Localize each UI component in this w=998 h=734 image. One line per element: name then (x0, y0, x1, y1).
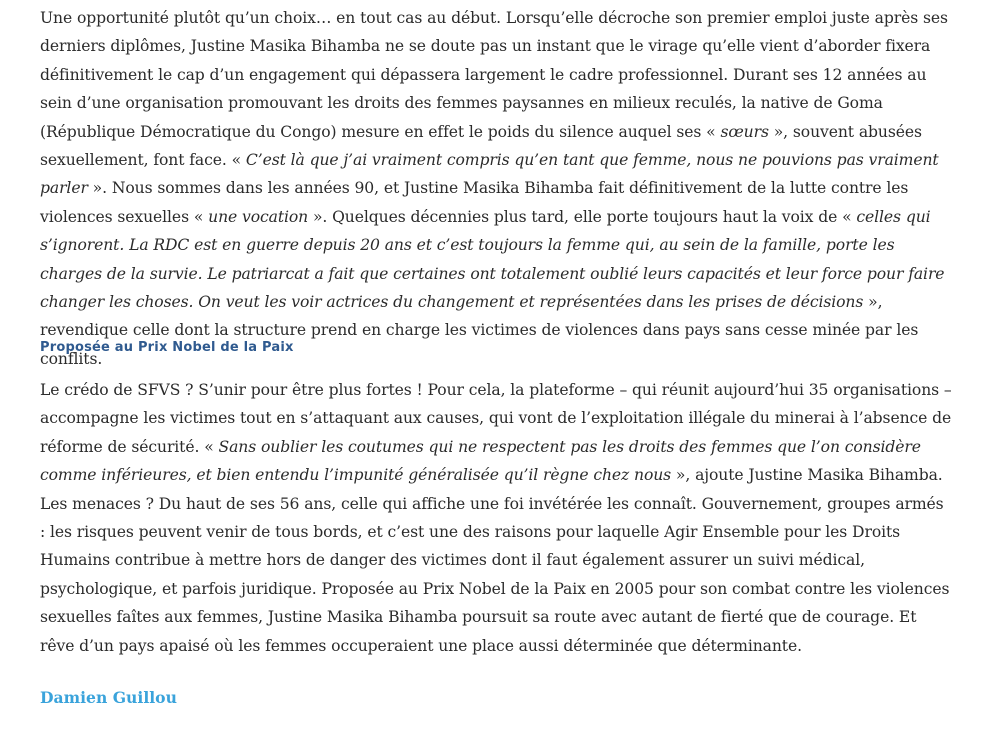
article-paragraph-1 (40, 4, 952, 373)
para2-quote-1: Sans oublier les coutumes qui ne respectent pas les droits des femmes que l’on considère comme inférieures, et bien entendu l’impunité généralisée qu’il règne chez nous (40, 437, 921, 485)
para1-text-2: », souvent abusées sexuellement, font face. « (40, 122, 922, 170)
para1-quote-4: celles qui s’ignorent. La RDC est en guerre depuis 20 ans et c’est toujours la femme qui, au sein de la famille, porte les charges de la survie. Le patriarcat a fait que certaines ont totalement oublié leurs capacités et leur force pour faire changer les choses. On veut les voir actrices du changement et représentées dans les prises de décisions (40, 207, 945, 312)
para1-text-3: ». Nous sommes dans les années 90, et Justine Masika Bihamba fait définitivement de la lutte contre les violences sexuelles « (40, 179, 909, 226)
para2-text-2: », ajoute Justine Masika Bihamba. Les menaces ? Du haut de ses 56 ans, celle qui affiche une foi invétérée les connaît. Gouvernement, groupes armés : les risques peuvent venir de tous bords, et c’est une des raisons pour laquelle Agir Ensemble pour les Droits Humains contribue à mettre hors de danger des victimes dont il faut également assurer un suivi médical, psychologique, et parfois juridique. Proposée au Prix Nobel de la Paix en 2005 pour son combat contre les violences sexuelles faîtes aux femmes, Justine Masika Bihamba poursuit sa route avec autant de fierté que de courage. Et rêve d’un pays apaisé où les femmes occuperaient une place aussi déterminée que déterminante. (40, 466, 950, 655)
para1-quote-1: sœurs (720, 122, 769, 141)
para1-text-1: Une opportunité plutôt qu’un choix… en tout cas au début. Lorsqu’elle décroche son premier emploi juste après ses derniers diplômes, Justine Masika Bihamba ne se doute pas un instant que le virage qu’elle vient d’aborder fixera définitivement le cap d’un engagement qui dépassera largement le cadre professionnel. Durant ses 12 années au sein d’une organisation promouvant les droits des femmes paysannes en milieux reculés, la native de Goma (République Démocratique du Congo) mesure en effet le poids du silence auquel ses « (40, 9, 948, 141)
para1-text-4: ». Quelques décennies plus tard, elle porte toujours haut la voix de « (308, 207, 857, 226)
para2-text-1: Le crédo de SFVS ? S’unir pour être plus fortes ! Pour cela, la plateforme – qui réunit aujourd’hui 35 organisations – accompagne les victimes tout en s’attaquant aux causes, qui vont de l’exploitation illégale du minerai à l’absence de réforme de sécurité. « (40, 381, 952, 456)
para1-quote-3: une vocation (208, 207, 309, 226)
para1-quote-2: C’est là que j’ai vraiment compris qu’en tant que femme, nous ne pouvions pas vraiment parler (40, 151, 939, 198)
article-paragraph-2 (40, 376, 952, 660)
author-link[interactable]: Damien Guillou (40, 688, 177, 707)
section-subheading: Proposée au Prix Nobel de la Paix (40, 340, 294, 355)
para1-text-5: », revendique celle dont la structure prend en charge les victimes de violences dans pays sans cesse minée par les conflits. (40, 293, 919, 368)
